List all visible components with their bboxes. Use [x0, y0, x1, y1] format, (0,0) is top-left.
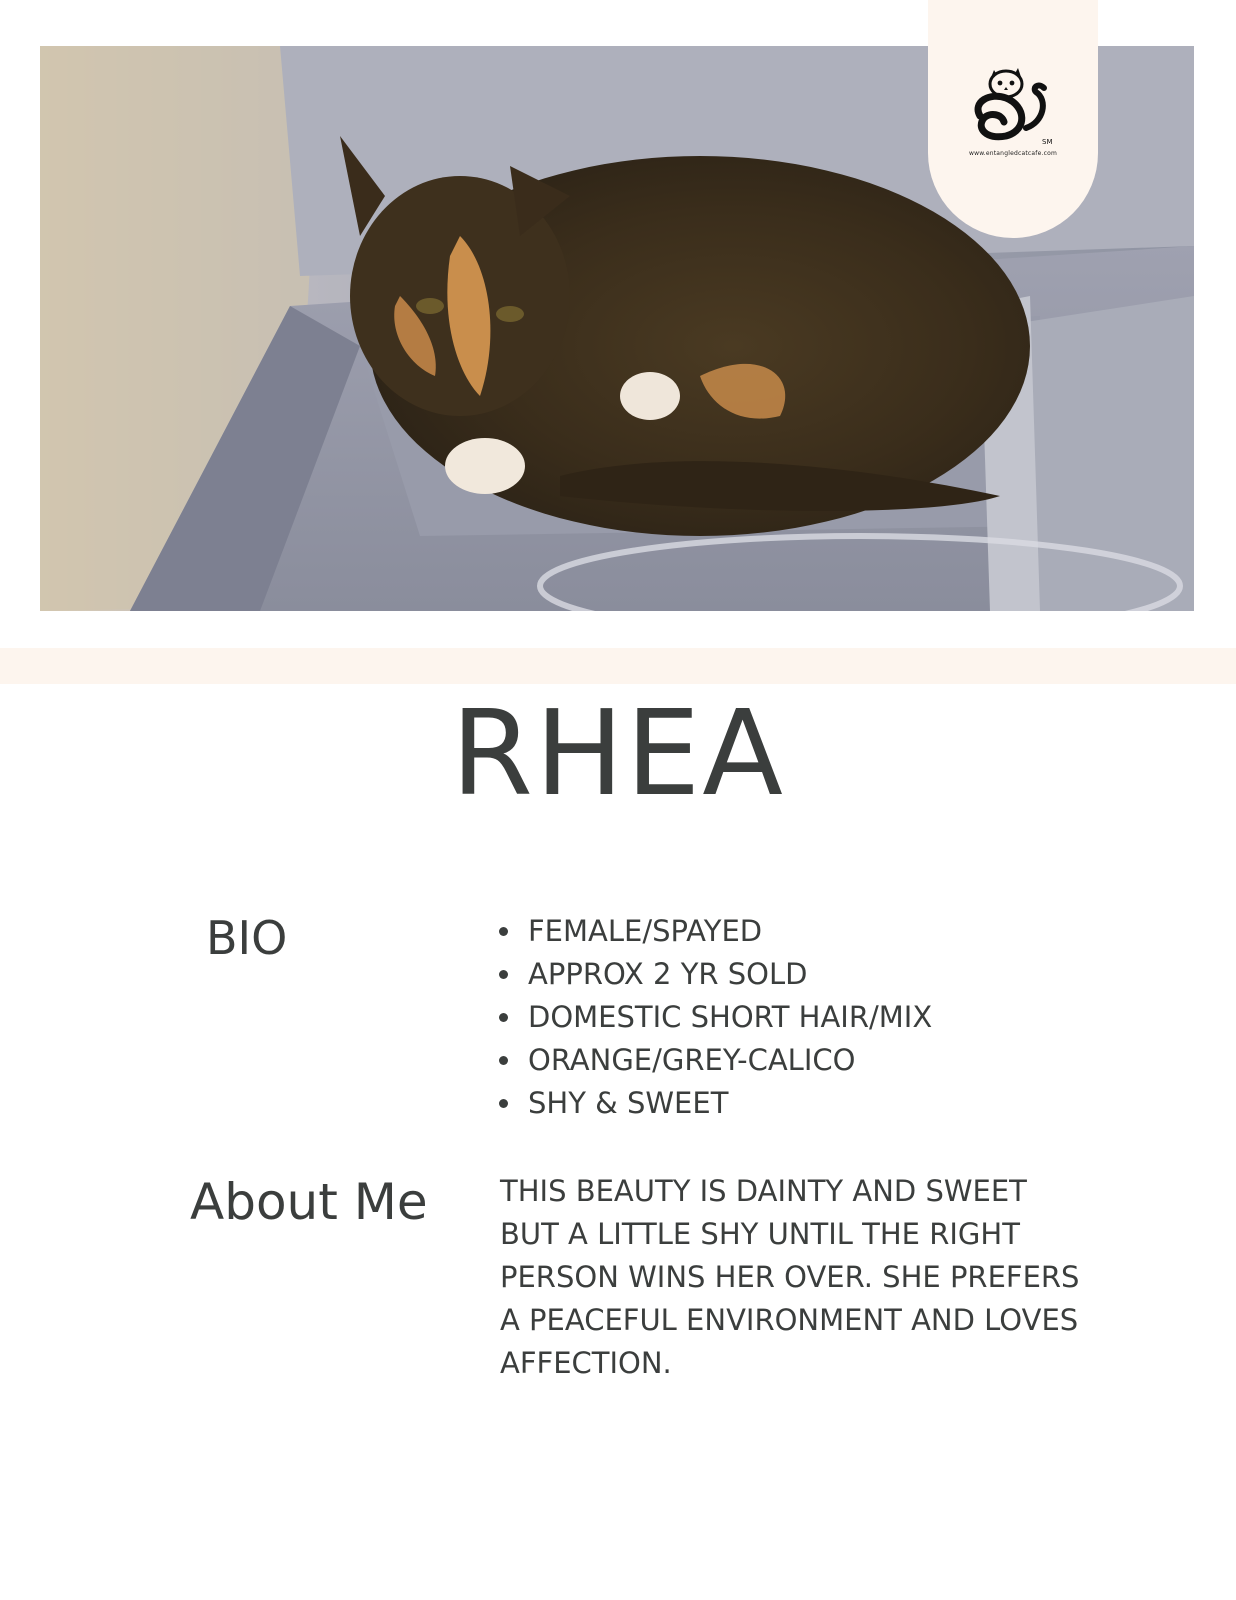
about-label: About Me — [190, 1173, 428, 1231]
cat-logo-icon — [966, 58, 1060, 148]
service-mark: SM — [1042, 138, 1053, 146]
logo-badge — [928, 0, 1098, 238]
bio-item: • ORANGE/GREY-CALICO — [524, 1039, 932, 1082]
logo-url: www.entangledcatcafe.com — [968, 150, 1057, 157]
accent-band — [0, 648, 1236, 684]
bio-item: • DOMESTIC SHORT HAIR/MIX — [524, 996, 932, 1039]
cat-name: RHEA — [451, 684, 785, 822]
bio-item: • SHY & SWEET — [524, 1082, 932, 1125]
about-text: THIS BEAUTY IS DAINTY AND SWEET BUT A LITTLE SHY UNTIL THE RIGHT PERSON WINS HER OVER. SHE PREFERS A PEACEFUL ENVIRONMENT AND LOVES AFFECTION. — [500, 1174, 1080, 1380]
bio-list — [492, 910, 932, 1125]
bio-item: • FEMALE/SPAYED — [524, 910, 932, 953]
bio-item: • APPROX 2 YR SOLD — [524, 953, 932, 996]
bio-label: BIO — [206, 911, 288, 965]
